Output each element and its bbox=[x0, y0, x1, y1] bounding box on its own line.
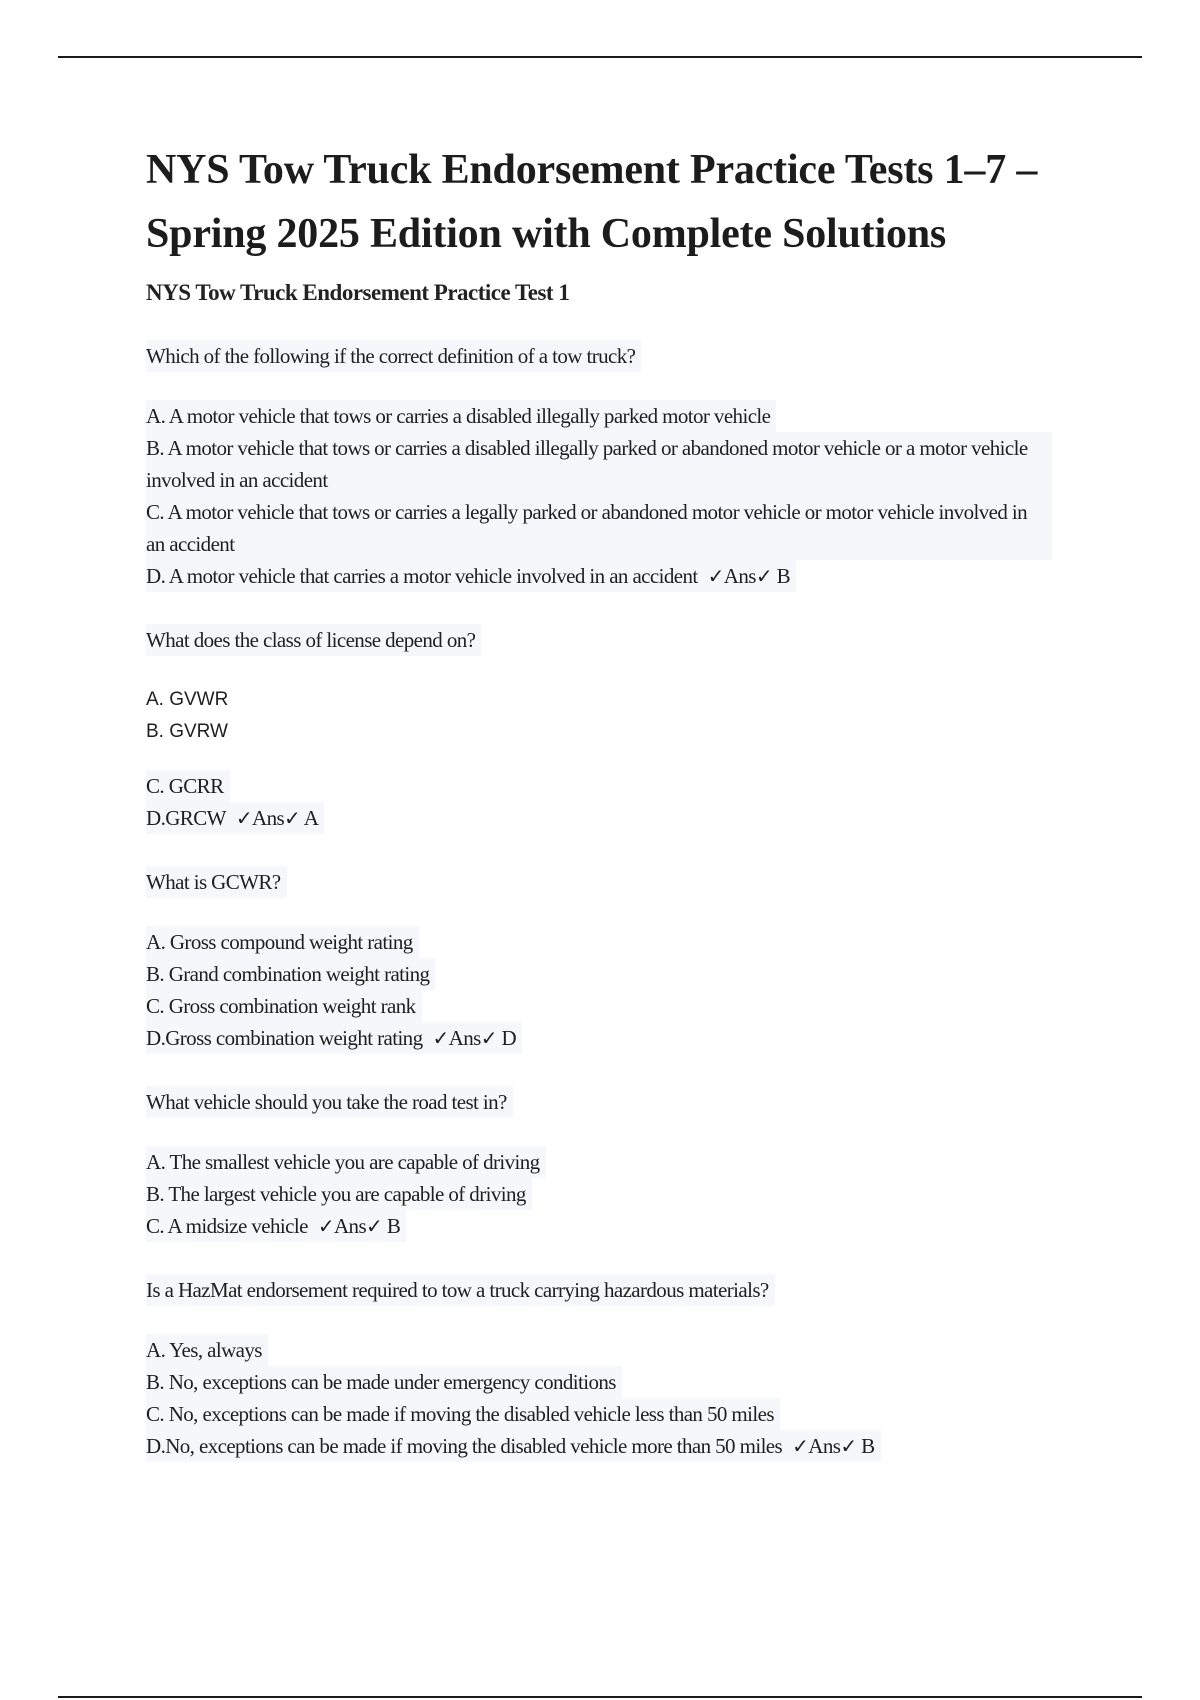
answer-label: Ans bbox=[808, 1434, 841, 1458]
option-item bbox=[146, 1210, 406, 1242]
option-text: D.GRCW bbox=[146, 806, 226, 830]
option-text: D. A motor vehicle that carries a motor vehicle involved in an accident bbox=[146, 564, 698, 588]
check-icon: ✓ bbox=[707, 564, 724, 588]
answer-label: Ans bbox=[448, 1026, 481, 1050]
check-icon: ✓ bbox=[792, 1434, 809, 1458]
option-item: B. Grand combination weight rating bbox=[146, 958, 435, 990]
option-item: C. No, exceptions can be made if moving the disabled vehicle less than 50 miles bbox=[146, 1398, 780, 1430]
option-item bbox=[146, 802, 324, 834]
option-list bbox=[146, 400, 1086, 592]
option-item: B. The largest vehicle you are capable of driving bbox=[146, 1178, 532, 1210]
option-list bbox=[146, 1334, 1086, 1462]
answer-letter: D bbox=[501, 1026, 517, 1050]
check-icon: ✓ bbox=[366, 1214, 383, 1238]
answer-marker bbox=[708, 564, 790, 588]
question-text: What vehicle should you take the road test in? bbox=[146, 1086, 513, 1118]
answer-marker bbox=[433, 1026, 517, 1050]
option-text: D.No, exceptions can be made if moving the disabled vehicle more than 50 miles bbox=[146, 1434, 783, 1458]
check-icon: ✓ bbox=[317, 1214, 334, 1238]
answer-marker bbox=[236, 806, 318, 830]
check-icon: ✓ bbox=[432, 1026, 449, 1050]
option-item: B. GVRW bbox=[146, 721, 228, 742]
option-item: A. Gross compound weight rating bbox=[146, 926, 419, 958]
question-block bbox=[146, 866, 1086, 1054]
option-item: C. GCRR bbox=[146, 770, 230, 802]
question-block bbox=[146, 1086, 1086, 1242]
document-body bbox=[146, 138, 1086, 1462]
option-list bbox=[146, 1146, 1086, 1242]
check-icon: ✓ bbox=[235, 806, 252, 830]
bottom-rule bbox=[58, 1696, 1142, 1698]
option-text: C. A midsize vehicle bbox=[146, 1214, 308, 1238]
option-item: A. GVWR bbox=[146, 689, 229, 710]
question-text: Is a HazMat endorsement required to tow a truck carrying hazardous materials? bbox=[146, 1274, 775, 1306]
answer-letter: B bbox=[386, 1214, 401, 1238]
question-block bbox=[146, 340, 1086, 592]
option-item: A. Yes, always bbox=[146, 1334, 268, 1366]
question-block bbox=[146, 1274, 1086, 1462]
answer-label: Ans bbox=[252, 806, 285, 830]
option-item: C. Gross combination weight rank bbox=[146, 990, 422, 1022]
option-item: A. A motor vehicle that tows or carries a disabled illegally parked motor vehicle bbox=[146, 400, 776, 432]
question-block bbox=[146, 624, 1086, 834]
answer-letter: B bbox=[776, 564, 791, 588]
option-item: A. The smallest vehicle you are capable of driving bbox=[146, 1146, 546, 1178]
question-text: What does the class of license depend on? bbox=[146, 624, 481, 656]
check-icon: ✓ bbox=[284, 806, 301, 830]
check-icon: ✓ bbox=[755, 564, 773, 588]
option-item: B. No, exceptions can be made under emergency conditions bbox=[146, 1366, 622, 1398]
option-item bbox=[146, 560, 796, 592]
answer-letter: B bbox=[861, 1434, 875, 1458]
answer-letter: A bbox=[303, 806, 319, 830]
answer-marker bbox=[792, 1434, 874, 1458]
option-item bbox=[146, 1430, 881, 1462]
question-text: What is GCWR? bbox=[146, 866, 287, 898]
answer-label: Ans bbox=[723, 564, 756, 588]
answer-label: Ans bbox=[333, 1214, 367, 1238]
option-list bbox=[146, 926, 1086, 1054]
option-item: C. A motor vehicle that tows or carries a legally parked or abandoned motor vehicle or motor vehicle involved in an accident bbox=[146, 496, 1052, 560]
option-text: D.Gross combination weight rating bbox=[146, 1026, 423, 1050]
option-list bbox=[146, 684, 1086, 834]
option-item bbox=[146, 1022, 522, 1054]
option-item: B. A motor vehicle that tows or carries a disabled illegally parked or abandoned motor vehicle or a motor vehicle involved in an accident bbox=[146, 432, 1052, 496]
test-subtitle: NYS Tow Truck Endorsement Practice Test 1 bbox=[146, 280, 570, 305]
document-title: NYS Tow Truck Endorsement Practice Tests 1–7 – Spring 2025 Edition with Complete Solutions bbox=[146, 147, 1038, 257]
check-icon: ✓ bbox=[840, 1434, 857, 1458]
question-text: Which of the following if the correct definition of a tow truck? bbox=[146, 340, 641, 372]
check-icon: ✓ bbox=[480, 1026, 497, 1050]
top-rule bbox=[58, 56, 1142, 58]
answer-marker bbox=[318, 1214, 400, 1238]
